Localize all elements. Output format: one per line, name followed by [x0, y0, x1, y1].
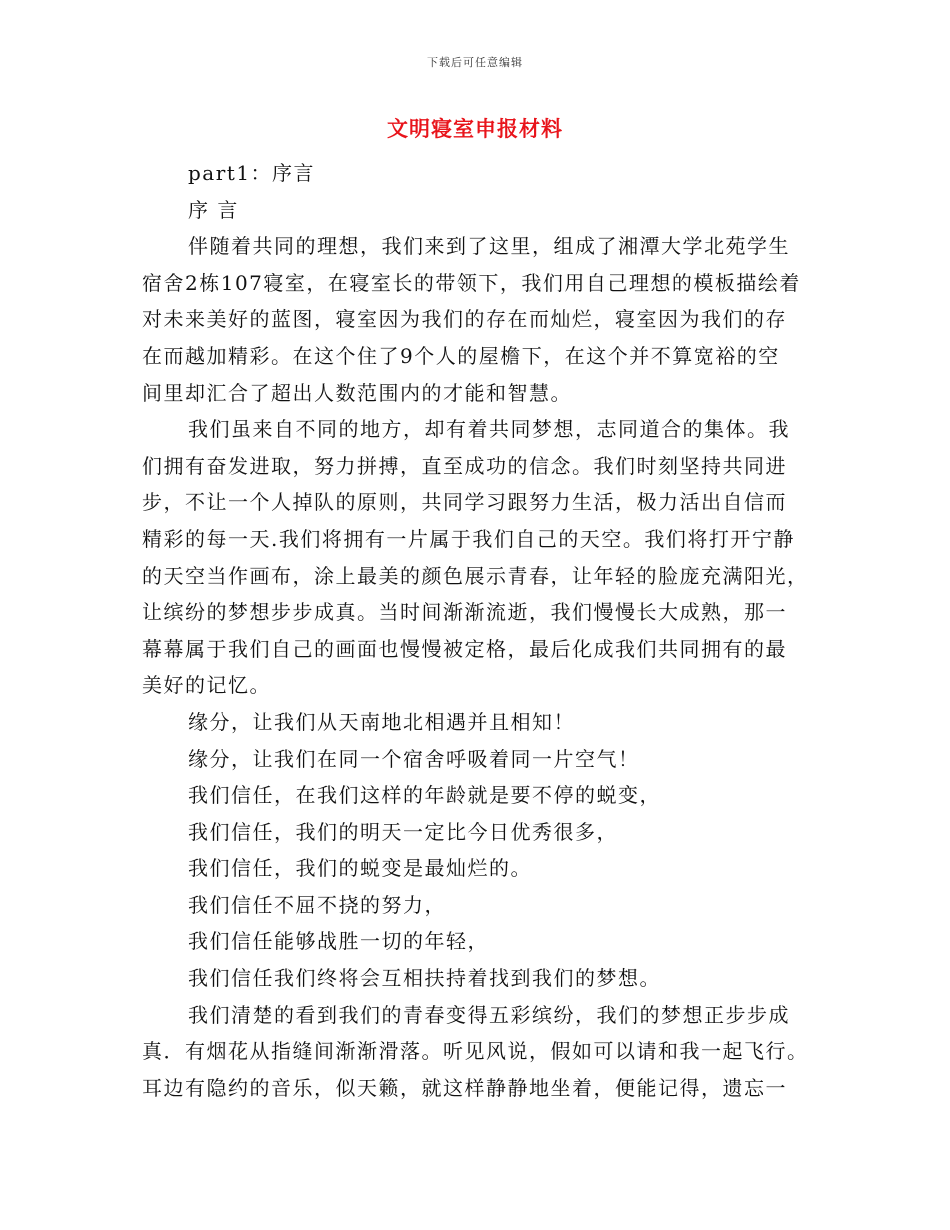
text-line: 我们信任我们终将会互相扶持着找到我们的梦想。	[188, 966, 661, 991]
text-line: 伴随着共同的理想，我们来到了这里，组成了湘潭大学北苑学生	[188, 234, 790, 259]
text-line: 耳边有隐约的音乐，似天籁，就这样静静地坐着，便能记得，遗忘一	[142, 1075, 787, 1100]
text-line: 对未来美好的蓝图，寝室因为我们的存在而灿烂，寝室因为我们的存	[142, 307, 787, 332]
text-line: 精彩的每一天.我们将拥有一片属于我们自己的天空。我们将打开宁静	[142, 526, 795, 551]
text-line: 步，不让一个人掉队的原则，共同学习跟努力生活，极力活出自信而	[142, 490, 787, 515]
text-line: 缘分，让我们从天南地北相遇并且相知！	[188, 709, 575, 734]
text-line: 幕幕属于我们自己的画面也慢慢被定格，最后化成我们共同拥有的最	[142, 636, 787, 661]
text-line: part1：序言	[188, 161, 316, 185]
text-line: 真．有烟花从指缝间渐渐滑落。听见风说，假如可以请和我一起飞行。	[142, 1039, 809, 1064]
text-line: 我们信任，我们的明天一定比今日优秀很多，	[188, 819, 618, 844]
text-line: 缘分，让我们在同一个宿舍呼吸着同一片空气！	[188, 746, 640, 771]
text-line: 序 言	[188, 197, 239, 222]
document-body	[142, 155, 812, 1106]
document-title: 文明寝室申报材料	[387, 116, 563, 141]
header-note: 下载后可任意编辑	[427, 56, 523, 69]
text-line: 我们信任不屈不挠的努力，	[188, 892, 446, 917]
text-line: 间里却汇合了超出人数范围内的才能和智慧。	[142, 380, 572, 405]
text-line: 的天空当作画布，涂上最美的颜色展示青春，让年轻的脸庞充满阳光，	[142, 563, 809, 588]
text-line: 我们信任，在我们这样的年龄就是要不停的蜕变，	[188, 783, 661, 808]
text-line: 我们虽来自不同的地方，却有着共同梦想，志同道合的集体。我	[188, 417, 790, 442]
text-line: 我们信任，我们的蜕变是最灿烂的。	[188, 856, 532, 881]
text-line: 我们信任能够战胜一切的年轻，	[188, 929, 489, 954]
text-line: 宿舍2栋107寝室，在寝室长的带领下，我们用自己理想的模板描绘着	[142, 270, 801, 295]
text-line: 我们清楚的看到我们的青春变得五彩缤纷，我们的梦想正步步成	[188, 1002, 790, 1027]
text-line: 让缤纷的梦想步步成真。当时间渐渐流逝，我们慢慢长大成熟，那一	[142, 600, 787, 625]
text-line: 们拥有奋发进取，努力拼搏，直至成功的信念。我们时刻坚持共同进	[142, 453, 787, 478]
text-line: 美好的记忆。	[142, 673, 271, 698]
text-line: 在而越加精彩。在这个住了9个人的屋檐下，在这个并不算宽裕的空	[142, 343, 780, 368]
